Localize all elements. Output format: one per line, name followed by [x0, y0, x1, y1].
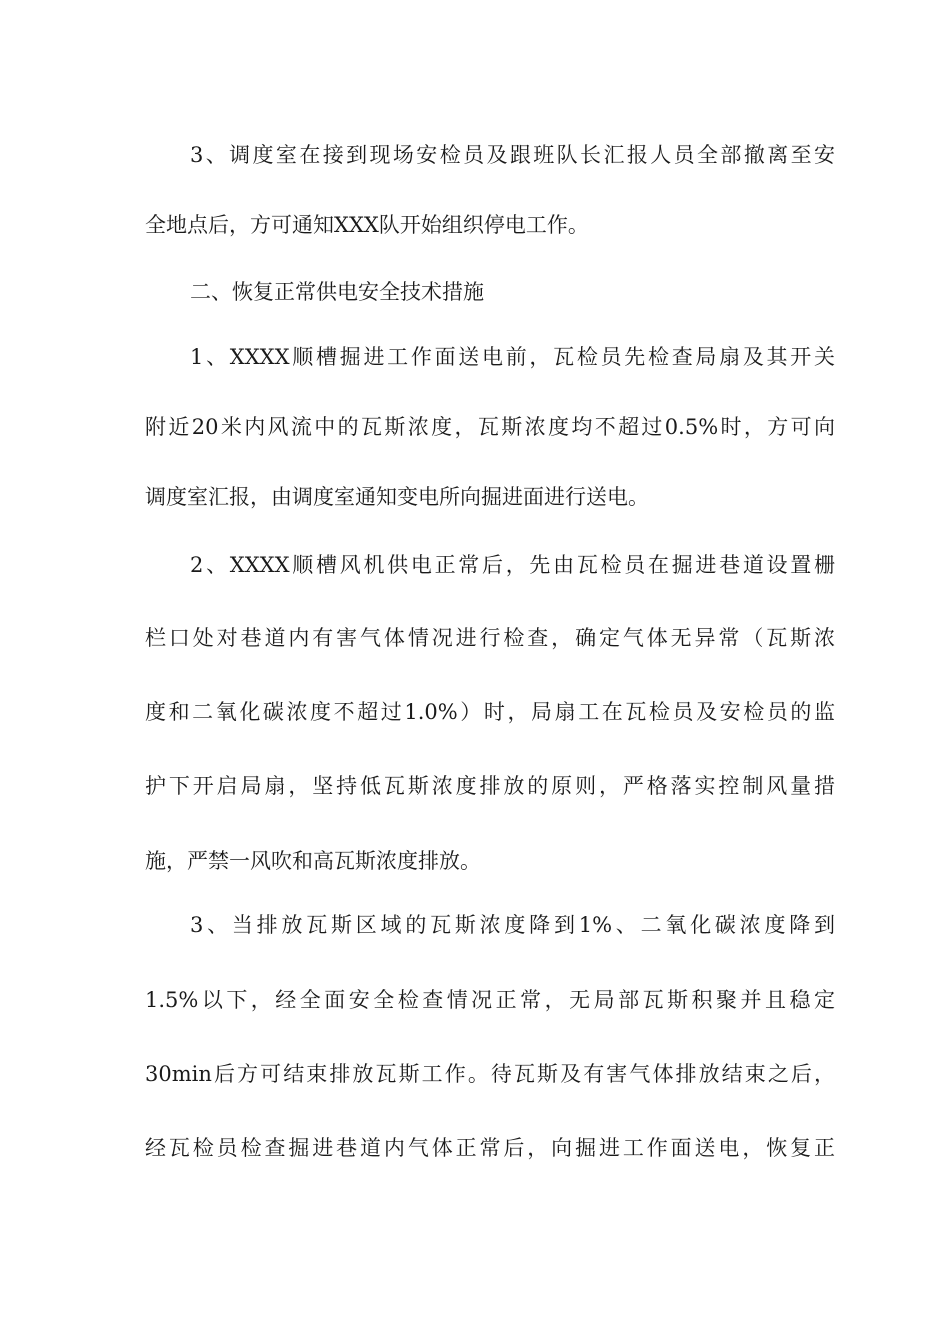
text-line-12: 3、当排放瓦斯区域的瓦斯浓度降到1%、二氧化碳浓度降到 — [190, 913, 835, 937]
text-line-5: 附近20米内风流中的瓦斯浓度，瓦斯浓度均不超过0.5%时，方可向 — [145, 415, 835, 439]
text-line-8: 栏口处对巷道内有害气体情况进行检查，确定气体无异常（瓦斯浓 — [145, 626, 835, 650]
text-line-2: 全地点后，方可通知XXX队开始组织停电工作。 — [145, 213, 589, 237]
text-line-11: 施，严禁一风吹和高瓦斯浓度排放。 — [145, 849, 481, 873]
text-line-14: 30min后方可结束排放瓦斯工作。待瓦斯及有害气体排放结束之后， — [145, 1062, 835, 1086]
text-line-4: 1、XXXX顺槽掘进工作面送电前，瓦检员先检查局扇及其开关 — [190, 345, 835, 369]
text-line-6: 调度室汇报，由调度室通知变电所向掘进面进行送电。 — [145, 485, 649, 509]
text-line-10: 护下开启局扇，坚持低瓦斯浓度排放的原则，严格落实控制风量措 — [145, 774, 835, 798]
text-line-13: 1.5%以下，经全面安全检查情况正常，无局部瓦斯积聚并且稳定 — [145, 988, 835, 1012]
text-line-9: 度和二氧化碳浓度不超过1.0%）时，局扇工在瓦检员及安检员的监 — [145, 700, 835, 724]
text-line-1: 3、调度室在接到现场安检员及跟班队长汇报人员全部撤离至安 — [190, 143, 835, 167]
section-heading: 二、恢复正常供电安全技术措施 — [190, 280, 484, 304]
text-line-15: 经瓦检员检查掘进巷道内气体正常后，向掘进工作面送电，恢复正 — [145, 1136, 835, 1160]
text-line-7: 2、XXXX顺槽风机供电正常后，先由瓦检员在掘进巷道设置栅 — [190, 553, 835, 577]
